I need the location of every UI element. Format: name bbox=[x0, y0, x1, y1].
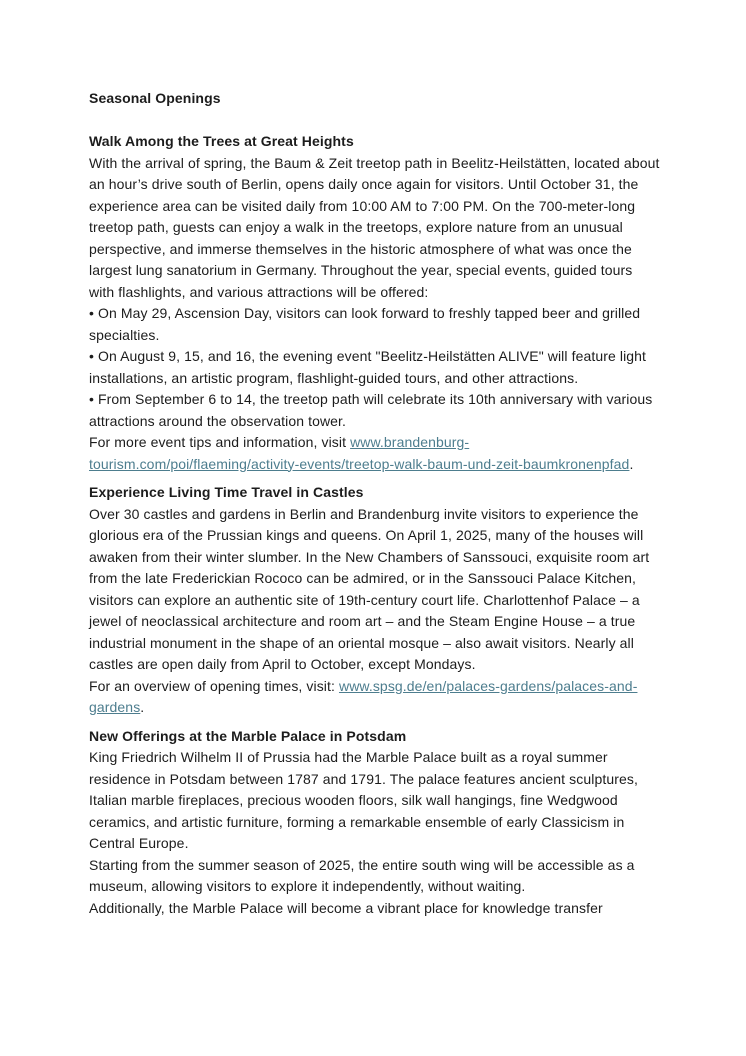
text-run: Additionally, the Marble Palace will become a vibrant place for knowledge transfer bbox=[89, 899, 603, 916]
text-run: For more event tips and information, visit bbox=[89, 434, 351, 450]
text-run: . bbox=[629, 455, 634, 472]
document-content bbox=[89, 88, 661, 919]
section bbox=[89, 131, 661, 475]
section bbox=[89, 726, 661, 920]
document-title: Seasonal Openings bbox=[89, 90, 221, 106]
section bbox=[89, 482, 661, 719]
section-heading: Walk Among the Trees at Great Heights bbox=[89, 133, 354, 149]
text-run: • From September 6 to 14, the treetop path will celebrate its 10th anniversary with various attractions around the observation tower. bbox=[89, 391, 653, 429]
hyperlink[interactable]: www.spsg.de/en/palaces-gardens/palaces-and-gardens bbox=[89, 677, 638, 715]
text-run: Over 30 castles and gardens in Berlin and Brandenburg invite visitors to experience the glorious era of the Prussian kings and queens. On April 1, 2025, many of the houses will awaken from their winter slumber. In the New Chambers of Sanssouci, exquisite room art from the late Frederickian Rococo can be admired, or in the Sanssouci Palace Kitchen, visitors can explore an authentic site of 19th-century court life. Charlottenhof Palace – a jewel of neoclassical architecture and room art – and the Steam Engine House – a true industrial monument in the shape of an oriental mosque – also await visitors. Nearly all castles are open daily from April to October, except Mondays. bbox=[89, 505, 650, 672]
paragraph bbox=[89, 676, 661, 719]
paragraph bbox=[89, 855, 661, 898]
paragraph bbox=[89, 747, 661, 855]
paragraph bbox=[89, 303, 661, 346]
text-run: Starting from the summer season of 2025, the entire south wing will be accessible as a museum, allowing visitors to explore it independently, without waiting. bbox=[89, 856, 635, 894]
text-run: King Friedrich Wilhelm II of Prussia had the Marble Palace built as a royal summer residence in Potsdam between 1787 and 1791. The palace features ancient sculptures, Italian marble fireplaces, precious wooden floors, silk wall hangings, fine Wedgwood ceramics, and artistic furniture, forming a remarkable ensemble of early Classicism in Central Europe. bbox=[89, 749, 638, 851]
text-run: For an overview of opening times, visit: bbox=[89, 677, 339, 694]
text-run: • On August 9, 15, and 16, the evening event "Beelitz-Heilstätten ALIVE" will feature light installations, an artistic program, flashlight-guided tours, and other attractions. bbox=[89, 348, 647, 386]
paragraph bbox=[89, 504, 661, 676]
section-heading: Experience Living Time Travel in Castles bbox=[89, 484, 364, 500]
hyperlink[interactable]: www.brandenburg-tourism.com/poi/flaeming/activity-events/treetop-walk-baum-und-zeit-baumkronenpfad bbox=[89, 434, 630, 472]
paragraph bbox=[89, 898, 661, 920]
paragraph bbox=[89, 389, 661, 432]
text-run: • On May 29, Ascension Day, visitors can look forward to freshly tapped beer and grilled specialties. bbox=[89, 305, 641, 343]
paragraph bbox=[89, 432, 661, 475]
text-run: With the arrival of spring, the Baum & Zeit treetop path in Beelitz-Heilstätten, located about an hour’s drive south of Berlin, opens daily once again for visitors. Until October 31, the experience area can be visited daily from 10:00 AM to 7:00 PM. On the 700-meter-long treetop path, guests can enjoy a walk in the treetops, explore nature from an unusual perspective, and immerse themselves in the historic atmosphere of what was once the largest lung sanatorium in Germany. Throughout the year, special events, guided tours with flashlights, and various attractions will be offered: bbox=[89, 154, 660, 300]
text-run: . bbox=[140, 699, 145, 715]
paragraph bbox=[89, 346, 661, 389]
paragraph bbox=[89, 153, 661, 304]
document-body bbox=[89, 131, 661, 919]
section-heading: New Offerings at the Marble Palace in Potsdam bbox=[89, 727, 407, 744]
